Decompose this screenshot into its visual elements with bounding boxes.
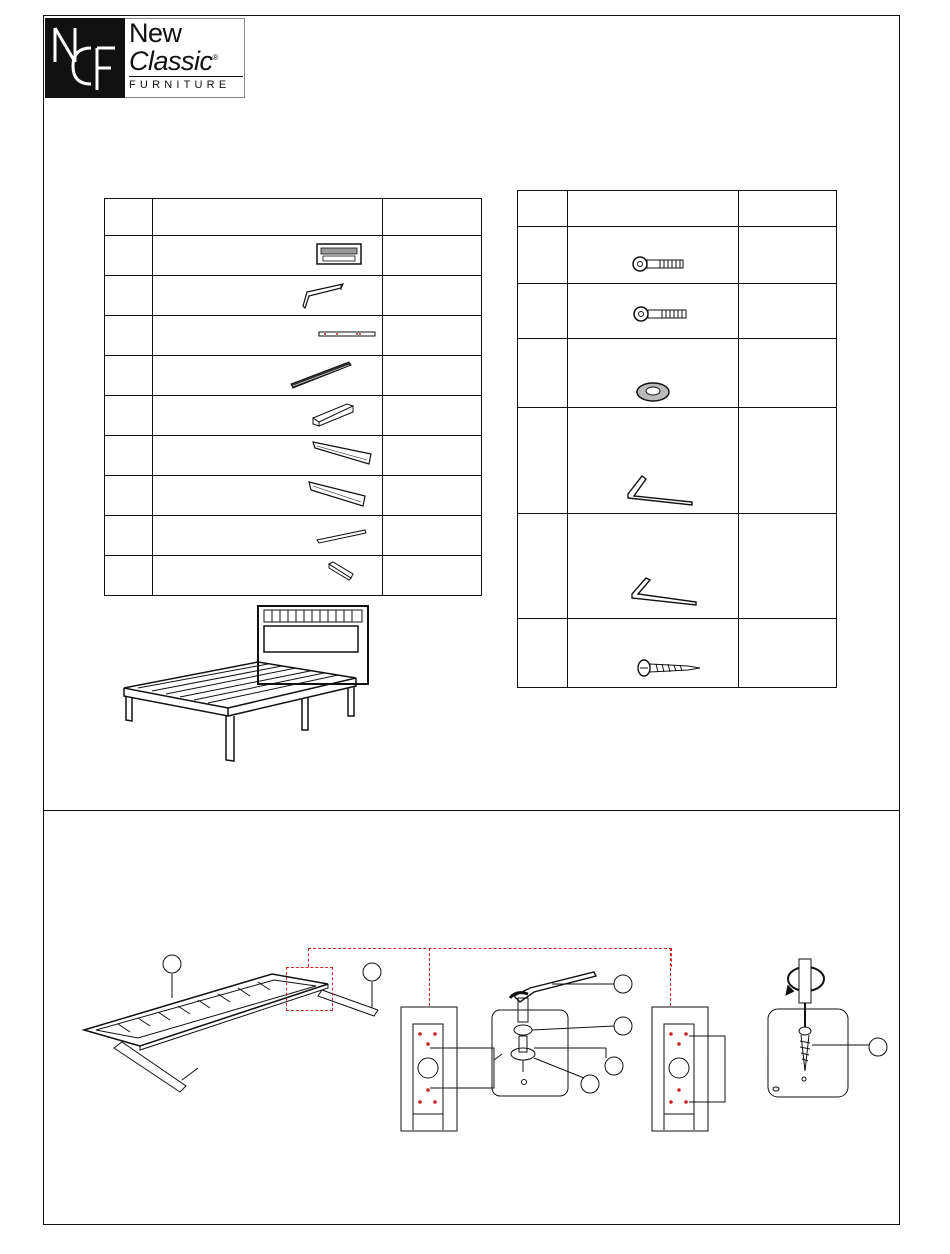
slat-bundle-icon	[153, 356, 382, 392]
washer-icon	[568, 339, 738, 404]
table-row	[518, 227, 837, 284]
allen-key-small-icon	[568, 514, 738, 615]
hardware-table	[517, 190, 837, 688]
section-divider	[43, 810, 900, 811]
table-row	[105, 556, 482, 596]
table-row	[105, 516, 482, 556]
short-bolt-icon	[568, 284, 738, 335]
table-row	[105, 316, 482, 356]
table-row	[518, 339, 837, 408]
ncf-monogram-icon	[45, 18, 125, 98]
detail-callout-line	[429, 948, 430, 1006]
table-row	[105, 356, 482, 396]
headboard-icon	[153, 236, 382, 272]
table-row	[105, 276, 482, 316]
long-bolt-icon	[568, 227, 738, 280]
frame-assembly-icon	[78, 950, 388, 1100]
detail-callout-line	[308, 948, 672, 967]
center-support-icon	[153, 396, 382, 432]
logo-word-new: New	[129, 18, 182, 48]
slat-strip-icon	[153, 516, 382, 552]
header-cell	[383, 199, 482, 236]
detail-callout-line	[670, 948, 671, 1006]
table-row	[518, 408, 837, 514]
footboard-icon	[153, 276, 382, 312]
table-row	[105, 236, 482, 276]
table-row	[105, 396, 482, 436]
table-row	[518, 619, 837, 688]
side-rail-icon	[153, 436, 382, 472]
table-row	[105, 436, 482, 476]
leg-bracket-icon	[153, 556, 382, 592]
logo-word-classic: Classic®	[129, 46, 218, 76]
rail-with-brackets-icon	[153, 316, 382, 352]
bracket-detail-icon	[651, 1006, 731, 1134]
table-row	[518, 284, 837, 339]
table-row	[105, 476, 482, 516]
parts-table	[104, 198, 482, 596]
detail-highlight	[286, 967, 333, 1011]
table-row	[518, 514, 837, 619]
logo-word-furniture: FURNITURE	[129, 79, 231, 91]
header-cell	[153, 199, 383, 236]
logo-rule	[129, 76, 243, 77]
logo-monogram	[45, 18, 125, 98]
allen-key-large-icon	[568, 408, 738, 510]
side-rail-icon	[153, 476, 382, 512]
hardware-table-header	[518, 191, 837, 227]
parts-table-header	[105, 199, 482, 236]
wood-screw-icon	[568, 619, 738, 684]
header-cell	[105, 199, 153, 236]
brand-logo	[45, 18, 245, 98]
assembled-bed-icon	[118, 600, 378, 770]
screwdriver-icon	[766, 955, 896, 1100]
bolt-fastening-icon	[490, 968, 640, 1098]
